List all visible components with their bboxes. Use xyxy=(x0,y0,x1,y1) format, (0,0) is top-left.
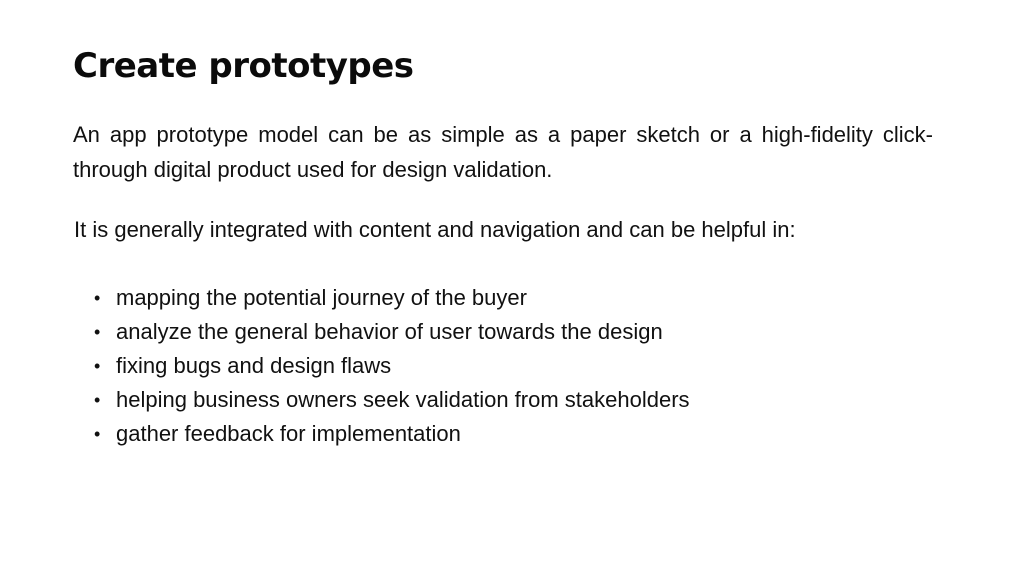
slide-title: Create prototypes xyxy=(73,46,414,86)
helpful-in-paragraph: It is generally integrated with content and navigation and can be helpful in: xyxy=(74,217,796,242)
bullet-icon: • xyxy=(94,356,101,376)
benefits-list xyxy=(74,281,934,451)
list-item-text: analyze the general behavior of user towards the design xyxy=(116,319,663,344)
list-item xyxy=(74,383,934,417)
list-item-text: gather feedback for implementation xyxy=(116,421,461,446)
list-item xyxy=(74,281,934,315)
list-item xyxy=(74,349,934,383)
bullet-icon: • xyxy=(94,288,101,308)
bullet-icon: • xyxy=(94,322,101,342)
list-item-text: fixing bugs and design flaws xyxy=(116,353,392,378)
bullet-icon: • xyxy=(94,390,101,410)
intro-paragraph: An app prototype model can be as simple as a paper sketch or a high-fidelity click-through digital product used for design validation. xyxy=(73,122,933,182)
list-item-text: mapping the potential journey of the buyer xyxy=(116,285,527,310)
list-item-text: helping business owners seek validation from stakeholders xyxy=(116,387,690,412)
bullet-icon: • xyxy=(94,424,101,444)
list-item xyxy=(74,315,934,349)
list-item xyxy=(74,417,934,451)
